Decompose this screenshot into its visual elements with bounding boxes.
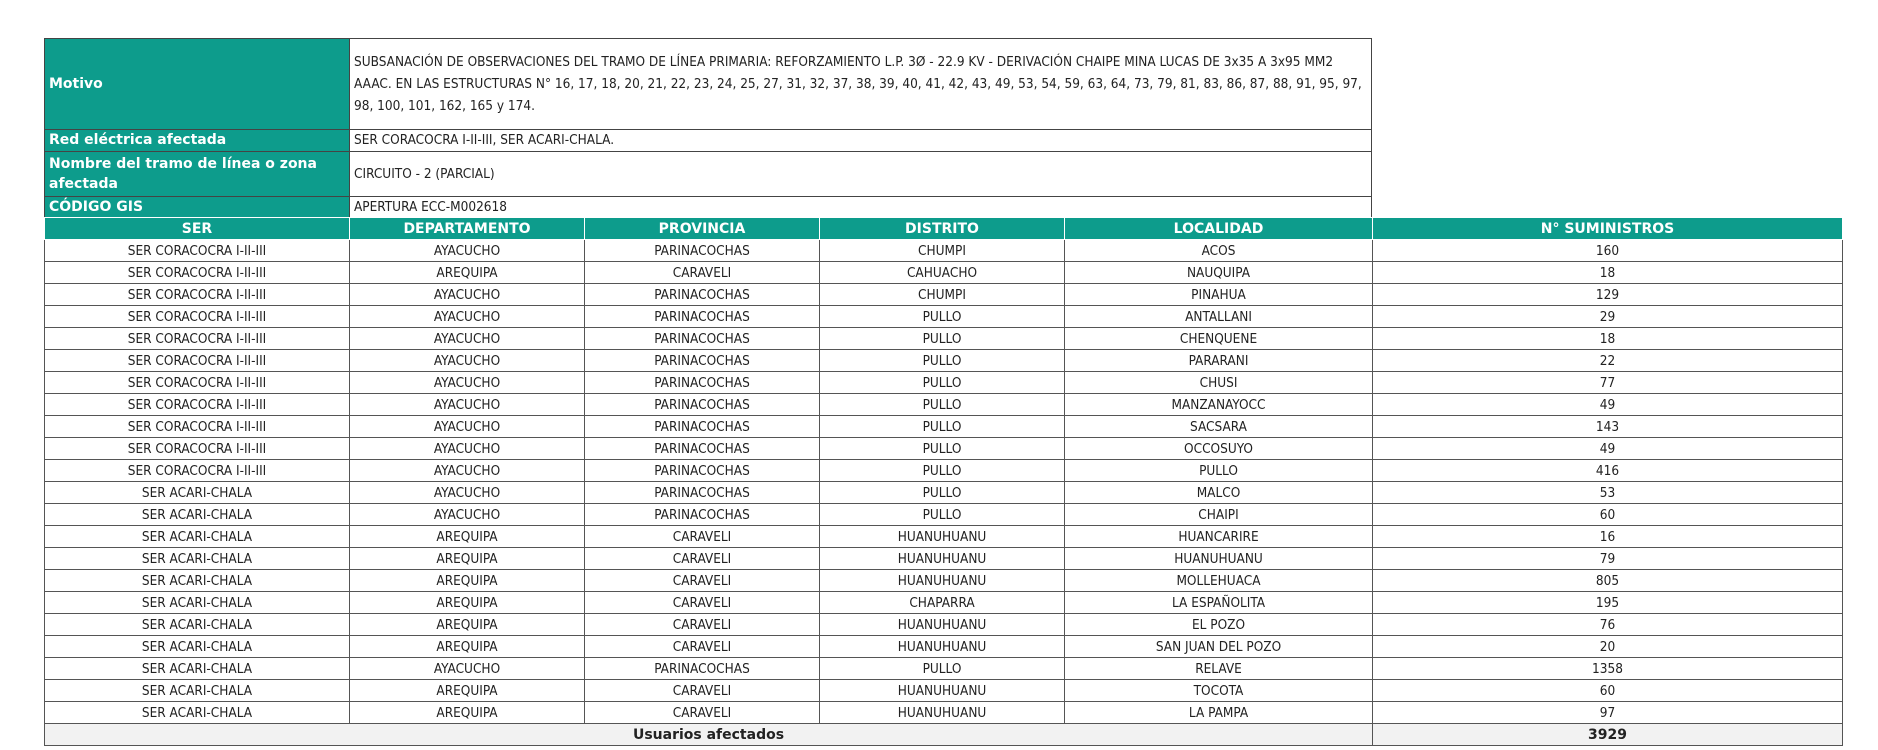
suministros-cell[interactable]: 49 — [1373, 394, 1843, 416]
provincia-cell[interactable]: PARINACOCHAS — [585, 306, 820, 328]
provincia-cell[interactable]: CARAVELI — [585, 592, 820, 614]
info-row-tramo — [45, 152, 1372, 197]
departamento-cell[interactable]: AREQUIPA — [350, 570, 585, 592]
localidad-cell[interactable]: HUANCARIRE — [1065, 526, 1373, 548]
provincia-cell[interactable]: PARINACOCHAS — [585, 460, 820, 482]
info-table — [44, 38, 1372, 219]
ser-cell[interactable]: SER CORACOCRA I-II-III — [45, 394, 350, 416]
localidad-cell[interactable]: RELAVE — [1065, 658, 1373, 680]
header-localidad[interactable]: LOCALIDAD — [1065, 218, 1373, 240]
departamento-cell[interactable]: AREQUIPA — [350, 548, 585, 570]
distrito-cell[interactable]: CHAPARRA — [820, 592, 1065, 614]
distrito-cell[interactable]: HUANUHUANU — [820, 614, 1065, 636]
departamento-cell[interactable]: AYACUCHO — [350, 350, 585, 372]
suministros-cell[interactable]: 18 — [1373, 262, 1843, 284]
motivo-value[interactable]: SUBSANACIÓN DE OBSERVACIONES DEL TRAMO DE LÍNEA PRIMARIA: REFORZAMIENTO L.P. 3Ø - 22.9 KV - DERIVACIÓN CHAIPE MINA LUCAS DE 3x35 A 3x95 MM2 AAAC. EN LAS ESTRUCTURAS N° 16, 17, 18, 20, 21, 22, 23, 24, 25, 27, 31, 32, 37, 38, 39, 40, 41, 42, 43, 49, 53, 54, 59, 63, 64, 73, 79, 81, 83, 86, 87, 88, 91, 95, 97, 98, 100, 101, 162, 165 y 174. — [350, 39, 1372, 130]
info-row-motivo — [45, 39, 1372, 130]
table-row — [45, 438, 1843, 460]
distrito-cell[interactable]: PULLO — [820, 350, 1065, 372]
red-label[interactable]: Red eléctrica afectada — [45, 130, 350, 152]
distrito-cell[interactable]: PULLO — [820, 416, 1065, 438]
departamento-cell[interactable]: AYACUCHO — [350, 658, 585, 680]
header-suministros[interactable]: N° SUMINISTROS — [1373, 218, 1843, 240]
table-row — [45, 328, 1843, 350]
ser-cell[interactable]: SER CORACOCRA I-II-III — [45, 284, 350, 306]
suministros-cell[interactable]: 97 — [1373, 702, 1843, 724]
provincia-cell[interactable]: PARINACOCHAS — [585, 328, 820, 350]
departamento-cell[interactable]: AREQUIPA — [350, 702, 585, 724]
ser-cell[interactable]: SER CORACOCRA I-II-III — [45, 438, 350, 460]
localidad-cell[interactable]: EL POZO — [1065, 614, 1373, 636]
header-provincia[interactable]: PROVINCIA — [585, 218, 820, 240]
provincia-cell[interactable]: PARINACOCHAS — [585, 504, 820, 526]
header-departamento[interactable]: DEPARTAMENTO — [350, 218, 585, 240]
suministros-cell[interactable]: 76 — [1373, 614, 1843, 636]
localidad-cell[interactable]: LA ESPAÑOLITA — [1065, 592, 1373, 614]
suministros-cell[interactable]: 22 — [1373, 350, 1843, 372]
total-value[interactable]: 3929 — [1373, 724, 1843, 746]
info-row-red — [45, 130, 1372, 152]
localidad-cell[interactable]: HUANUHUANU — [1065, 548, 1373, 570]
distrito-cell[interactable]: CAHUACHO — [820, 262, 1065, 284]
table-body — [45, 240, 1843, 724]
ser-cell[interactable]: SER ACARI-CHALA — [45, 548, 350, 570]
suministros-cell[interactable]: 16 — [1373, 526, 1843, 548]
suministros-cell[interactable]: 143 — [1373, 416, 1843, 438]
table-row — [45, 658, 1843, 680]
ser-cell[interactable]: SER ACARI-CHALA — [45, 570, 350, 592]
gis-label[interactable]: CÓDIGO GIS — [45, 197, 350, 219]
suministros-cell[interactable]: 160 — [1373, 240, 1843, 262]
ser-cell[interactable]: SER ACARI-CHALA — [45, 614, 350, 636]
distrito-cell[interactable]: CHUMPI — [820, 240, 1065, 262]
provincia-cell[interactable]: PARINACOCHAS — [585, 658, 820, 680]
suministros-cell[interactable]: 18 — [1373, 328, 1843, 350]
provincia-cell[interactable]: PARINACOCHAS — [585, 350, 820, 372]
provincia-cell[interactable]: PARINACOCHAS — [585, 240, 820, 262]
table-row — [45, 350, 1843, 372]
departamento-cell[interactable]: AYACUCHO — [350, 482, 585, 504]
provincia-cell[interactable]: CARAVELI — [585, 548, 820, 570]
tramo-label[interactable]: Nombre del tramo de línea o zona afectada — [45, 152, 350, 197]
table-row — [45, 262, 1843, 284]
provincia-cell[interactable]: CARAVELI — [585, 262, 820, 284]
motivo-label[interactable]: Motivo — [45, 39, 350, 130]
table-row — [45, 504, 1843, 526]
ser-cell[interactable]: SER CORACOCRA I-II-III — [45, 240, 350, 262]
table-row — [45, 680, 1843, 702]
distrito-cell[interactable]: HUANUHUANU — [820, 548, 1065, 570]
provincia-cell[interactable]: CARAVELI — [585, 702, 820, 724]
table-row — [45, 702, 1843, 724]
localidad-cell[interactable]: SAN JUAN DEL POZO — [1065, 636, 1373, 658]
localidad-cell[interactable]: CHENQUENE — [1065, 328, 1373, 350]
suministros-cell[interactable]: 77 — [1373, 372, 1843, 394]
provincia-cell[interactable]: CARAVELI — [585, 680, 820, 702]
distrito-cell[interactable]: HUANUHUANU — [820, 526, 1065, 548]
ser-cell[interactable]: SER ACARI-CHALA — [45, 592, 350, 614]
suministros-cell[interactable]: 29 — [1373, 306, 1843, 328]
table-row — [45, 306, 1843, 328]
suministros-cell[interactable]: 129 — [1373, 284, 1843, 306]
table-row — [45, 460, 1843, 482]
ser-cell[interactable]: SER CORACOCRA I-II-III — [45, 372, 350, 394]
table-row — [45, 614, 1843, 636]
localidad-cell[interactable]: NAUQUIPA — [1065, 262, 1373, 284]
distrito-cell[interactable]: PULLO — [820, 482, 1065, 504]
ser-cell[interactable]: SER CORACOCRA I-II-III — [45, 416, 350, 438]
departamento-cell[interactable]: AYACUCHO — [350, 306, 585, 328]
ser-cell[interactable]: SER CORACOCRA I-II-III — [45, 350, 350, 372]
ser-cell[interactable]: SER CORACOCRA I-II-III — [45, 460, 350, 482]
distrito-cell[interactable]: HUANUHUANU — [820, 570, 1065, 592]
departamento-cell[interactable]: AYACUCHO — [350, 240, 585, 262]
suministros-cell[interactable]: 805 — [1373, 570, 1843, 592]
departamento-cell[interactable]: AREQUIPA — [350, 614, 585, 636]
suministros-cell[interactable]: 195 — [1373, 592, 1843, 614]
gis-value[interactable]: APERTURA ECC-M002618 — [350, 197, 1372, 219]
ser-cell[interactable]: SER ACARI-CHALA — [45, 482, 350, 504]
departamento-cell[interactable]: AYACUCHO — [350, 394, 585, 416]
ser-cell[interactable]: SER CORACOCRA I-II-III — [45, 328, 350, 350]
localidad-cell[interactable]: MALCO — [1065, 482, 1373, 504]
table-row — [45, 636, 1843, 658]
table-row — [45, 548, 1843, 570]
distrito-cell[interactable]: PULLO — [820, 372, 1065, 394]
departamento-cell[interactable]: AYACUCHO — [350, 416, 585, 438]
suministros-cell[interactable]: 60 — [1373, 680, 1843, 702]
distrito-cell[interactable]: PULLO — [820, 328, 1065, 350]
distrito-cell[interactable]: PULLO — [820, 438, 1065, 460]
header-ser[interactable]: SER — [45, 218, 350, 240]
departamento-cell[interactable]: AYACUCHO — [350, 460, 585, 482]
provincia-cell[interactable]: PARINACOCHAS — [585, 394, 820, 416]
ser-cell[interactable]: SER CORACOCRA I-II-III — [45, 262, 350, 284]
departamento-cell[interactable]: AYACUCHO — [350, 438, 585, 460]
localidad-cell[interactable]: PARARANI — [1065, 350, 1373, 372]
departamento-cell[interactable]: AREQUIPA — [350, 526, 585, 548]
distrito-cell[interactable]: PULLO — [820, 504, 1065, 526]
departamento-cell[interactable]: AYACUCHO — [350, 328, 585, 350]
localidad-cell[interactable]: ANTALLANI — [1065, 306, 1373, 328]
table-row — [45, 372, 1843, 394]
distrito-cell[interactable]: PULLO — [820, 306, 1065, 328]
provincia-cell[interactable]: PARINACOCHAS — [585, 438, 820, 460]
table-row — [45, 482, 1843, 504]
provincia-cell[interactable]: CARAVELI — [585, 570, 820, 592]
supply-table — [44, 217, 1843, 746]
info-row-gis — [45, 197, 1372, 219]
distrito-cell[interactable]: PULLO — [820, 460, 1065, 482]
provincia-cell[interactable]: CARAVELI — [585, 526, 820, 548]
table-row — [45, 394, 1843, 416]
total-label[interactable]: Usuarios afectados — [45, 724, 1373, 746]
departamento-cell[interactable]: AYACUCHO — [350, 284, 585, 306]
suministros-cell[interactable]: 49 — [1373, 438, 1843, 460]
ser-cell[interactable]: SER ACARI-CHALA — [45, 526, 350, 548]
ser-cell[interactable]: SER CORACOCRA I-II-III — [45, 306, 350, 328]
table-row — [45, 240, 1843, 262]
table-row — [45, 592, 1843, 614]
ser-cell[interactable]: SER ACARI-CHALA — [45, 504, 350, 526]
localidad-cell[interactable]: LA PAMPA — [1065, 702, 1373, 724]
distrito-cell[interactable]: PULLO — [820, 394, 1065, 416]
total-row — [45, 724, 1843, 746]
distrito-cell[interactable]: HUANUHUANU — [820, 636, 1065, 658]
localidad-cell[interactable]: CHAIPI — [1065, 504, 1373, 526]
suministros-cell[interactable]: 20 — [1373, 636, 1843, 658]
table-row — [45, 526, 1843, 548]
localidad-cell[interactable]: CHUSI — [1065, 372, 1373, 394]
ser-cell[interactable]: SER ACARI-CHALA — [45, 702, 350, 724]
distrito-cell[interactable]: CHUMPI — [820, 284, 1065, 306]
table-header-row — [45, 218, 1843, 240]
provincia-cell[interactable]: PARINACOCHAS — [585, 416, 820, 438]
localidad-cell[interactable]: PINAHUA — [1065, 284, 1373, 306]
suministros-cell[interactable]: 53 — [1373, 482, 1843, 504]
table-row — [45, 284, 1843, 306]
provincia-cell[interactable]: PARINACOCHAS — [585, 284, 820, 306]
distrito-cell[interactable]: HUANUHUANU — [820, 702, 1065, 724]
suministros-cell[interactable]: 60 — [1373, 504, 1843, 526]
provincia-cell[interactable]: CARAVELI — [585, 614, 820, 636]
localidad-cell[interactable]: PULLO — [1065, 460, 1373, 482]
localidad-cell[interactable]: ACOS — [1065, 240, 1373, 262]
departamento-cell[interactable]: AREQUIPA — [350, 636, 585, 658]
ser-cell[interactable]: SER ACARI-CHALA — [45, 636, 350, 658]
departamento-cell[interactable]: AYACUCHO — [350, 372, 585, 394]
ser-cell[interactable]: SER ACARI-CHALA — [45, 658, 350, 680]
departamento-cell[interactable]: AREQUIPA — [350, 592, 585, 614]
departamento-cell[interactable]: AYACUCHO — [350, 504, 585, 526]
provincia-cell[interactable]: PARINACOCHAS — [585, 482, 820, 504]
header-distrito[interactable]: DISTRITO — [820, 218, 1065, 240]
departamento-cell[interactable]: AREQUIPA — [350, 262, 585, 284]
tramo-value[interactable]: CIRCUITO - 2 (PARCIAL) — [350, 152, 1372, 197]
localidad-cell[interactable]: MOLLEHUACA — [1065, 570, 1373, 592]
suministros-cell[interactable]: 1358 — [1373, 658, 1843, 680]
localidad-cell[interactable]: SACSARA — [1065, 416, 1373, 438]
localidad-cell[interactable]: MANZANAYOCC — [1065, 394, 1373, 416]
ser-cell[interactable]: SER ACARI-CHALA — [45, 680, 350, 702]
suministros-cell[interactable]: 416 — [1373, 460, 1843, 482]
localidad-cell[interactable]: OCCOSUYO — [1065, 438, 1373, 460]
table-row — [45, 416, 1843, 438]
localidad-cell[interactable]: TOCOTA — [1065, 680, 1373, 702]
red-value[interactable]: SER CORACOCRA I-II-III, SER ACARI-CHALA. — [350, 130, 1372, 152]
distrito-cell[interactable]: HUANUHUANU — [820, 680, 1065, 702]
provincia-cell[interactable]: PARINACOCHAS — [585, 372, 820, 394]
departamento-cell[interactable]: AREQUIPA — [350, 680, 585, 702]
distrito-cell[interactable]: PULLO — [820, 658, 1065, 680]
table-row — [45, 570, 1843, 592]
provincia-cell[interactable]: CARAVELI — [585, 636, 820, 658]
suministros-cell[interactable]: 79 — [1373, 548, 1843, 570]
